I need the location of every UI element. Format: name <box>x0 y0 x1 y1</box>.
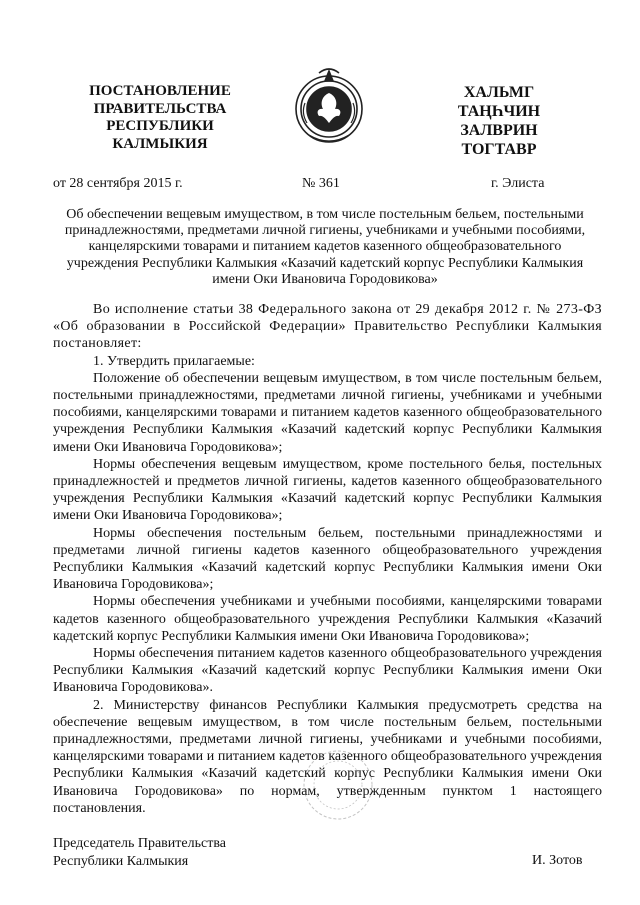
document-body <box>53 301 602 817</box>
header-right-line: ХАЛЬМГ <box>463 84 535 101</box>
signature-name: И. Зотов <box>532 853 583 868</box>
document-city: г. Элиста <box>491 176 545 191</box>
signature-position-line: Республики Калмыкия <box>53 854 189 869</box>
header-right-line: ТАҢҺЧИН <box>457 103 541 120</box>
body-paragraph: Положение об обеспечении вещевым имуществом, в том числе постельным бельем, постельными принадлежностями, предметами личной гигиены, учебниками и учебными пособиями, канцелярскими товарами и питанием кадетов казенного общеобразовательного учреждения Республики Калмыкия «Казачий кадетский корпус Республики Калмыкия имени Оки Ивановича Городовикова»; <box>53 370 602 455</box>
document-title: Об обеспечении вещевым имуществом, в том числе постельным бельем, постельными принадлежностями, предметами личной гигиены, учебниками и учебными пособиями, канцелярскими товарами и питанием кадетов казенного общеобразовательного учреждения Республики Калмыкия «Казачий кадетский корпус Республики Калмыкия имени Оки Ивановича Городовикова» <box>64 207 586 287</box>
coat-of-arms-emblem <box>289 63 369 151</box>
header-right-line: ЗАЛВРИН <box>460 122 538 139</box>
body-paragraph: Во исполнение статьи 38 Федерального закона от 29 декабря 2012 г. № 273-ФЗ «Об образовании в Российской Федерации» Правительство Республики Калмыкия постановляет: <box>53 302 602 352</box>
body-paragraph: 2. Министерству финансов Республики Калмыкия предусмотреть средства на обеспечение вещевым имуществом, в том числе постельным бельем, постельными принадлежностями, предметами личной гигиены, учебниками и учебными пособиями, канцелярскими товарами и питанием кадетов казенного общеобразовательного учреждения Республики Калмыкия «Казачий кадетский корпус Республики Калмыкия имени Оки Ивановича Городовикова» по нормам, утвержденным пунктом 1 настоящего постановления. <box>53 697 602 816</box>
body-paragraph: 1. Утвердить прилагаемые: <box>93 353 255 369</box>
header-right-block <box>430 83 568 159</box>
stamp-mark <box>298 745 378 825</box>
header-left-block <box>80 83 240 153</box>
signature-position-line: Председатель Правительства <box>53 836 226 851</box>
header-left-line: ПОСТАНОВЛЕНИЕ <box>89 83 231 99</box>
signature-position <box>53 835 226 871</box>
header-left-line: РЕСПУБЛИКИ <box>106 118 214 134</box>
body-paragraph: Нормы обеспечения вещевым имуществом, кроме постельного белья, постельных принадлежностей и предметов личной гигиены, кадетов казенного общеобразовательного учреждения Республики Калмыкия «Казачий кадетский корпус Республики Калмыкия имени Оки Ивановича Городовикова»; <box>53 456 602 524</box>
header-left-line: КАЛМЫКИЯ <box>112 135 208 152</box>
document-date: от 28 сентября 2015 г. <box>53 176 183 191</box>
header-right-line: ТОГТАВР <box>461 141 537 158</box>
body-paragraph: Нормы обеспечения учебниками и учебными пособиями, канцелярскими товарами кадетов казенного общеобразовательного учреждения Республики Калмыкия «Казачий кадетский корпус Республики Калмыкия имени Оки Ивановича Городовикова»; <box>53 594 602 644</box>
header-left-line: ПРАВИТЕЛЬСТВА <box>93 100 227 117</box>
document-number: № 361 <box>302 176 340 191</box>
body-paragraph: Нормы обеспечения питанием кадетов казенного общеобразовательного учреждения Республики Калмыкия «Казачий кадетский корпус Республики Калмыкия имени Оки Ивановича Городовикова». <box>53 646 602 696</box>
body-paragraph: Нормы обеспечения постельным бельем, постельными принадлежностями и предметами личной гигиены кадетов казенного общеобразовательного учреждения Республики Калмыкия «Казачий кадетский корпус Республики Калмыкия имени Оки Ивановича Городовикова»; <box>53 525 602 593</box>
